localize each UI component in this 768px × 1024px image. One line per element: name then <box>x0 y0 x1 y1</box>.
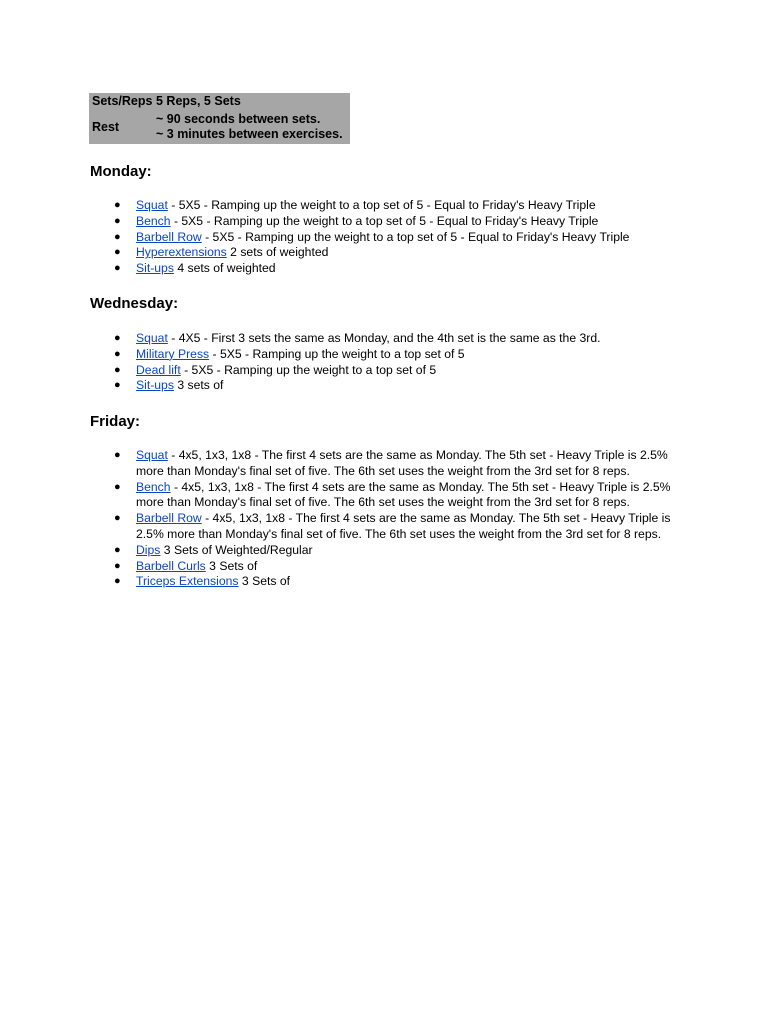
bullet-dot-icon: ● <box>114 347 121 360</box>
exercise-link[interactable]: Sit-ups <box>136 378 174 393</box>
exercise-link[interactable]: Dead lift <box>136 362 181 377</box>
exercise-description: - 4x5, 1x3, 1x8 - The first 4 sets are the same as Monday. The 5th set - Heavy Triple is 2.5% more than Monday's final set of five. The 6th set uses the weight from the 3rd set for 8 reps. <box>136 511 671 541</box>
monday-heading: Monday: <box>90 163 152 180</box>
bullet-dot-icon: ● <box>114 543 121 556</box>
exercise-link[interactable]: Squat <box>136 331 168 345</box>
sets-reps-row <box>89 93 350 110</box>
bullet-dot-icon: ● <box>114 449 121 461</box>
exercise-link[interactable]: Barbell Row <box>136 511 202 526</box>
exercise-description: 3 Sets of Weighted/Regular <box>160 542 313 557</box>
list-item <box>90 448 690 480</box>
bullet-dot-icon: ● <box>114 246 121 259</box>
wednesday-heading: Wednesday: <box>90 295 179 312</box>
list-item <box>90 574 690 590</box>
list-item <box>90 559 690 575</box>
bullet-dot-icon: ● <box>114 363 121 376</box>
exercise-description: 2 sets of weighted <box>226 245 329 260</box>
bullet-dot-icon: ● <box>114 575 121 588</box>
list-item <box>90 543 690 559</box>
list-item <box>90 347 690 363</box>
rest-between-exercises: ~ 3 minutes between exercises. <box>156 127 343 141</box>
friday-heading: Friday: <box>90 413 141 430</box>
sets-reps-label: Sets/Reps <box>92 94 153 108</box>
friday-exercise-list <box>90 448 690 590</box>
exercise-link[interactable]: Hyperextensions <box>136 245 227 260</box>
monday-exercise-list <box>90 198 690 277</box>
exercise-link[interactable]: Dips <box>136 542 161 557</box>
exercise-description: 3 Sets of <box>238 574 291 589</box>
exercise-link[interactable]: Squat <box>136 448 168 462</box>
exercise-link[interactable]: Sit-ups <box>136 261 174 276</box>
list-item <box>90 363 690 379</box>
bullet-dot-icon: ● <box>114 262 121 275</box>
exercise-link[interactable]: Bench <box>136 213 171 228</box>
bullet-dot-icon: ● <box>114 379 121 392</box>
exercise-link[interactable]: Military Press <box>136 346 210 361</box>
list-item <box>90 245 690 261</box>
list-item <box>90 230 690 246</box>
rest-row <box>89 110 350 144</box>
bullet-dot-icon: ● <box>114 199 121 211</box>
bullet-dot-icon: ● <box>114 332 121 344</box>
rest-between-sets: ~ 90 seconds between sets. <box>156 112 321 126</box>
list-item <box>90 511 690 543</box>
exercise-description: 3 Sets of <box>205 558 258 573</box>
bullet-dot-icon: ● <box>114 559 121 572</box>
exercise-link[interactable]: Barbell Curls <box>136 558 206 573</box>
list-item <box>90 480 690 512</box>
rest-value <box>156 112 350 142</box>
exercise-description: - 4x5, 1x3, 1x8 - The first 4 sets are the same as Monday. The 5th set - Heavy Triple is 2.5% more than Monday's final set of five. The 6th set uses the weight from the 3rd set for 8 reps. <box>136 479 671 510</box>
bullet-dot-icon: ● <box>114 214 121 227</box>
exercise-description: - 5X5 - Ramping up the weight to a top set of 5 <box>180 362 437 377</box>
exercise-description: 4 sets of weighted <box>173 261 276 276</box>
list-item <box>90 331 690 347</box>
sets-reps-value: 5 Reps, 5 Sets <box>156 94 241 108</box>
exercise-description: - 5X5 - Ramping up the weight to a top set of 5 - Equal to Friday's Heavy Triple <box>167 198 596 212</box>
rest-label: Rest <box>92 119 120 134</box>
exercise-description: - 4X5 - First 3 sets the same as Monday, and the 4th set is the same as the 3rd. <box>167 331 601 345</box>
exercise-description: - 5X5 - Ramping up the weight to a top set of 5 <box>209 346 465 361</box>
bullet-dot-icon: ● <box>114 512 121 525</box>
exercise-description: - 4x5, 1x3, 1x8 - The first 4 sets are the same as Monday. The 5th set - Heavy Triple is 2.5% more than Monday's final set of five. The 6th set uses the weight from the 3rd set for 8 reps. <box>136 448 668 478</box>
exercise-description: 3 sets of <box>173 378 224 393</box>
bullet-dot-icon: ● <box>114 480 121 493</box>
wednesday-exercise-list <box>90 331 690 394</box>
exercise-link[interactable]: Squat <box>136 198 168 212</box>
list-item <box>90 214 690 230</box>
list-item <box>90 198 690 214</box>
list-item <box>90 261 690 277</box>
sets-reps-rest-table <box>89 93 350 144</box>
exercise-link[interactable]: Barbell Row <box>136 229 202 244</box>
list-item <box>90 378 690 394</box>
bullet-dot-icon: ● <box>114 230 121 243</box>
exercise-description: - 5X5 - Ramping up the weight to a top set of 5 - Equal to Friday's Heavy Triple <box>170 213 599 228</box>
exercise-description: - 5X5 - Ramping up the weight to a top set of 5 - Equal to Friday's Heavy Triple <box>201 229 630 244</box>
exercise-link[interactable]: Triceps Extensions <box>136 574 239 589</box>
exercise-link[interactable]: Bench <box>136 479 171 494</box>
